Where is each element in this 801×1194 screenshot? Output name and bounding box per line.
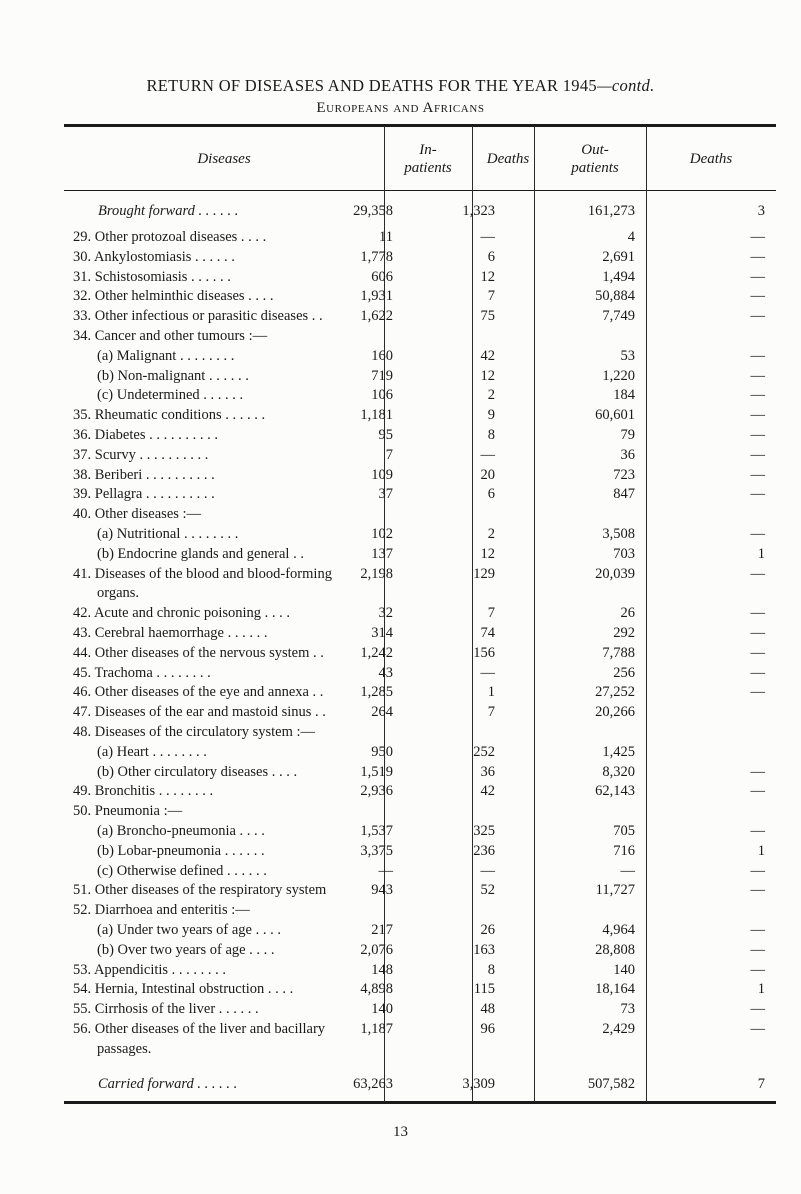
row-label: 41. Diseases of the blood and blood-forming [73, 566, 332, 582]
outpatient-deaths-cell: 7 [757, 1076, 765, 1092]
inpatient-deaths-cell: 42 [480, 783, 495, 799]
inpatient-deaths-cell: 325 [473, 823, 495, 839]
inpatient-deaths-cell: 129 [473, 566, 495, 582]
table-row [0, 326, 801, 347]
table-row [0, 682, 801, 703]
table-row [0, 346, 801, 367]
inpatients-cell: 217 [371, 922, 393, 938]
inpatients-cell: 1,931 [360, 288, 393, 304]
table-row [0, 306, 801, 327]
outpatients-cell: 50,884 [595, 288, 635, 304]
inpatients-cell: 43 [378, 665, 393, 681]
outpatient-deaths-cell: — [750, 645, 765, 661]
inpatient-deaths-cell: 12 [480, 368, 495, 384]
inpatients-cell: 137 [371, 546, 393, 562]
outpatients-cell: — [620, 863, 635, 879]
table-row [0, 603, 801, 624]
outpatients-cell: 184 [613, 387, 635, 403]
outpatients-cell: 60,601 [595, 407, 635, 423]
outpatients-cell: 36 [620, 447, 635, 463]
row-label: 43. Cerebral haemorrhage . . . . . . [73, 625, 268, 641]
outpatients-cell: 7,749 [602, 308, 635, 324]
inpatients-cell: 102 [371, 526, 393, 542]
row-label: 39. Pellagra . . . . . . . . . . [73, 486, 215, 502]
inpatient-deaths-cell: 1,323 [462, 203, 495, 219]
row-label: 45. Trachoma . . . . . . . . [73, 665, 211, 681]
column-header-outpatients-line1: Out- [581, 142, 609, 158]
inpatients-cell: 109 [371, 467, 393, 483]
row-label: 36. Diabetes . . . . . . . . . . [73, 427, 218, 443]
inpatients-cell: 37 [378, 486, 393, 502]
inpatient-deaths-cell: 12 [480, 546, 495, 562]
table-row [0, 702, 801, 723]
outpatients-cell: 847 [613, 486, 635, 502]
outpatient-deaths-cell: — [750, 625, 765, 641]
inpatient-deaths-cell: 7 [487, 288, 495, 304]
table-row [0, 762, 801, 783]
inpatients-cell: 1,622 [360, 308, 393, 324]
inpatient-deaths-cell: 12 [480, 269, 495, 285]
row-label: (a) Nutritional . . . . . . . . [97, 526, 239, 542]
table-header-rule [64, 190, 776, 191]
inpatient-deaths-cell: 74 [480, 625, 495, 641]
outpatients-cell: 53 [620, 348, 635, 364]
table-row [0, 425, 801, 446]
row-label: 47. Diseases of the ear and mastoid sinus . . [73, 704, 326, 720]
outpatient-deaths-cell: — [750, 288, 765, 304]
outpatient-deaths-cell: 1 [757, 843, 765, 859]
column-header-diseases: Diseases [197, 151, 251, 167]
column-header-outpatients-line2: patients [571, 160, 619, 176]
inpatient-deaths-cell: 163 [473, 942, 495, 958]
outpatients-cell: 703 [613, 546, 635, 562]
table-bottom-rule [64, 1101, 776, 1104]
outpatients-cell: 8,320 [602, 764, 635, 780]
inpatients-cell: 7 [385, 447, 393, 463]
inpatients-cell: 719 [371, 368, 393, 384]
table-row [0, 544, 801, 565]
row-label: 34. Cancer and other tumours :— [73, 328, 268, 344]
table-row [0, 524, 801, 545]
inpatients-cell: 1,181 [360, 407, 393, 423]
table-row [0, 1039, 801, 1060]
table-row [0, 247, 801, 268]
column-header-inpatients [384, 141, 472, 177]
outpatient-deaths-cell: — [750, 1001, 765, 1017]
inpatient-deaths-cell: 9 [487, 407, 495, 423]
outpatient-deaths-cell: — [750, 407, 765, 423]
table-row [0, 861, 801, 882]
inpatients-cell: 1,285 [360, 684, 393, 700]
outpatients-cell: 1,220 [602, 368, 635, 384]
inpatients-cell: 2,076 [360, 942, 393, 958]
table-row [0, 385, 801, 406]
outpatient-deaths-cell: — [750, 348, 765, 364]
outpatient-deaths-cell: — [750, 764, 765, 780]
outpatient-deaths-cell: — [750, 486, 765, 502]
outpatients-cell: 26 [620, 605, 635, 621]
table-row [0, 286, 801, 307]
table-row [0, 920, 801, 941]
outpatients-cell: 2,429 [602, 1021, 635, 1037]
column-header-deaths-out: Deaths [689, 151, 733, 167]
row-label: 50. Pneumonia :— [73, 803, 183, 819]
inpatient-deaths-cell: 26 [480, 922, 495, 938]
inpatient-deaths-cell: — [480, 863, 495, 879]
outpatient-deaths-cell: — [750, 942, 765, 958]
inpatients-cell: 2,936 [360, 783, 393, 799]
outpatient-deaths-cell: — [750, 427, 765, 443]
row-label: 38. Beriberi . . . . . . . . . . [73, 467, 215, 483]
inpatient-deaths-cell: 1 [487, 684, 495, 700]
outpatient-deaths-cell: — [750, 229, 765, 245]
row-label: (a) Heart . . . . . . . . [97, 744, 207, 760]
table-row [0, 201, 801, 222]
inpatient-deaths-cell: 236 [473, 843, 495, 859]
table-row [0, 623, 801, 644]
row-label: 37. Scurvy . . . . . . . . . . [73, 447, 209, 463]
outpatients-cell: 4 [627, 229, 635, 245]
table-row [0, 940, 801, 961]
inpatients-cell: 148 [371, 962, 393, 978]
row-label: 53. Appendicitis . . . . . . . . [73, 962, 227, 978]
row-label: (b) Endocrine glands and general . . [97, 546, 304, 562]
inpatient-deaths-cell: 115 [473, 981, 495, 997]
inpatients-cell: 1,242 [360, 645, 393, 661]
outpatient-deaths-cell: — [750, 863, 765, 879]
inpatient-deaths-cell: 75 [480, 308, 495, 324]
table-row [0, 979, 801, 1000]
outpatients-cell: 292 [613, 625, 635, 641]
inpatients-cell: 943 [371, 882, 393, 898]
outpatient-deaths-cell: — [750, 605, 765, 621]
table-row [0, 484, 801, 505]
outpatients-cell: 507,582 [587, 1076, 635, 1092]
outpatient-deaths-cell: — [750, 922, 765, 938]
inpatient-deaths-cell: 156 [473, 645, 495, 661]
page-number: 13 [393, 1124, 408, 1140]
table-row [0, 643, 801, 664]
inpatients-cell: 950 [371, 744, 393, 760]
outpatients-cell: 62,143 [595, 783, 635, 799]
outpatient-deaths-cell: 3 [757, 203, 765, 219]
inpatient-deaths-cell: 6 [487, 249, 495, 265]
row-label: 49. Bronchitis . . . . . . . . [73, 783, 214, 799]
table-row [0, 801, 801, 822]
row-label: (b) Other circulatory diseases . . . . [97, 764, 298, 780]
outpatients-cell: 79 [620, 427, 635, 443]
inpatient-deaths-cell: — [480, 665, 495, 681]
inpatient-deaths-cell: 2 [487, 526, 495, 542]
column-header-outpatients [544, 141, 646, 177]
inpatient-deaths-cell: 48 [480, 1001, 495, 1017]
inpatients-cell: 606 [371, 269, 393, 285]
table-row [0, 663, 801, 684]
table-row [0, 564, 801, 585]
outpatient-deaths-cell: — [750, 467, 765, 483]
outpatients-cell: 4,964 [602, 922, 635, 938]
outpatient-deaths-cell: — [750, 269, 765, 285]
outpatients-cell: 140 [613, 962, 635, 978]
table-top-rule [64, 124, 776, 127]
inpatients-cell: 11 [379, 229, 393, 245]
outpatient-deaths-cell: — [750, 249, 765, 265]
table-row [0, 366, 801, 387]
inpatient-deaths-cell: 36 [480, 764, 495, 780]
outpatients-cell: 705 [613, 823, 635, 839]
outpatient-deaths-cell: — [750, 783, 765, 799]
outpatients-cell: 73 [620, 1001, 635, 1017]
outpatients-cell: 28,808 [595, 942, 635, 958]
row-label: 55. Cirrhosis of the liver . . . . . . [73, 1001, 259, 1017]
row-label: 52. Diarrhoea and enteritis :— [73, 902, 250, 918]
table-row [0, 722, 801, 743]
outpatient-deaths-cell: — [750, 308, 765, 324]
inpatients-cell: 4,898 [360, 981, 393, 997]
outpatient-deaths-cell: — [750, 368, 765, 384]
title-text: RETURN OF DISEASES AND DEATHS FOR THE YEAR 1945 [146, 76, 597, 95]
table-row [0, 900, 801, 921]
table-row [0, 880, 801, 901]
outpatients-cell: 11,727 [595, 882, 635, 898]
table-row [0, 445, 801, 466]
column-header-inpatients-line1: In- [419, 142, 437, 158]
table-row [0, 1019, 801, 1040]
outpatient-deaths-cell: 1 [757, 546, 765, 562]
inpatient-deaths-cell: — [480, 447, 495, 463]
table-row [0, 465, 801, 486]
row-label: 51. Other diseases of the respiratory system [73, 882, 327, 898]
row-label: 46. Other diseases of the eye and annexa . . [73, 684, 324, 700]
outpatient-deaths-cell: — [750, 387, 765, 403]
outpatients-cell: 1,425 [602, 744, 635, 760]
outpatient-deaths-cell: — [750, 566, 765, 582]
outpatient-deaths-cell: — [750, 882, 765, 898]
outpatients-cell: 3,508 [602, 526, 635, 542]
row-label: (b) Lobar-pneumonia . . . . . . [97, 843, 265, 859]
table-row [0, 960, 801, 981]
inpatients-cell: 314 [371, 625, 393, 641]
outpatients-cell: 1,494 [602, 269, 635, 285]
inpatients-cell: 1,187 [360, 1021, 393, 1037]
inpatients-cell: 63,263 [353, 1076, 393, 1092]
table-row [0, 742, 801, 763]
row-label: 54. Hernia, Intestinal obstruction . . . . [73, 981, 294, 997]
row-label: 32. Other helminthic diseases . . . . [73, 288, 274, 304]
inpatient-deaths-cell: 7 [487, 605, 495, 621]
inpatients-cell: 1,537 [360, 823, 393, 839]
page-title [0, 76, 801, 96]
table-row [0, 999, 801, 1020]
inpatients-cell: 32 [378, 605, 393, 621]
table-row [0, 821, 801, 842]
outpatients-cell: 161,273 [587, 203, 635, 219]
table-row [0, 1074, 801, 1095]
inpatients-cell: 160 [371, 348, 393, 364]
outpatients-cell: 7,788 [602, 645, 635, 661]
inpatients-cell: 29,358 [353, 203, 393, 219]
row-label: Brought forward . . . . . . [98, 203, 239, 219]
row-label: 48. Diseases of the circulatory system :— [73, 724, 316, 740]
inpatients-cell: 1,778 [360, 249, 393, 265]
outpatients-cell: 20,266 [595, 704, 635, 720]
table-row [0, 583, 801, 604]
inpatients-cell: 3,375 [360, 843, 393, 859]
outpatient-deaths-cell: — [750, 823, 765, 839]
table-row [0, 781, 801, 802]
row-label: Carried forward . . . . . . [98, 1076, 238, 1092]
inpatient-deaths-cell: 7 [487, 704, 495, 720]
outpatient-deaths-cell: — [750, 526, 765, 542]
table-row [0, 405, 801, 426]
outpatient-deaths-cell: — [750, 665, 765, 681]
row-label: (a) Malignant . . . . . . . . [97, 348, 235, 364]
row-label: 31. Schistosomiasis . . . . . . [73, 269, 231, 285]
row-label: passages. [97, 1041, 152, 1057]
page-subtitle: Europeans and Africans [316, 100, 485, 116]
title-suffix: —contd. [596, 76, 655, 95]
outpatients-cell: 27,252 [595, 684, 635, 700]
inpatient-deaths-cell: 20 [480, 467, 495, 483]
row-label: 35. Rheumatic conditions . . . . . . [73, 407, 266, 423]
table-row [0, 267, 801, 288]
outpatient-deaths-cell: 1 [757, 981, 765, 997]
inpatients-cell: 1,519 [360, 764, 393, 780]
row-label: (c) Otherwise defined . . . . . . [97, 863, 267, 879]
row-label: 42. Acute and chronic poisoning . . . . [73, 605, 291, 621]
inpatient-deaths-cell: — [480, 229, 495, 245]
inpatients-cell: — [378, 863, 393, 879]
table-row [0, 227, 801, 248]
row-label: 40. Other diseases :— [73, 506, 202, 522]
inpatients-cell: 264 [371, 704, 393, 720]
inpatients-cell: 2,198 [360, 566, 393, 582]
outpatients-cell: 256 [613, 665, 635, 681]
inpatient-deaths-cell: 52 [480, 882, 495, 898]
inpatient-deaths-cell: 6 [487, 486, 495, 502]
outpatients-cell: 20,039 [595, 566, 635, 582]
inpatient-deaths-cell: 42 [480, 348, 495, 364]
inpatient-deaths-cell: 96 [480, 1021, 495, 1037]
inpatient-deaths-cell: 3,309 [462, 1076, 495, 1092]
inpatients-cell: 95 [378, 427, 393, 443]
outpatient-deaths-cell: — [750, 1021, 765, 1037]
inpatient-deaths-cell: 8 [487, 962, 495, 978]
column-header-inpatients-line2: patients [404, 160, 452, 176]
inpatient-deaths-cell: 252 [473, 744, 495, 760]
outpatients-cell: 716 [613, 843, 635, 859]
row-label: (c) Undetermined . . . . . . [97, 387, 244, 403]
outpatients-cell: 2,691 [602, 249, 635, 265]
inpatients-cell: 140 [371, 1001, 393, 1017]
row-label: (b) Non-malignant . . . . . . [97, 368, 249, 384]
outpatients-cell: 18,164 [595, 981, 635, 997]
row-label: (a) Under two years of age . . . . [97, 922, 281, 938]
column-header-deaths-in: Deaths [486, 151, 530, 167]
row-label: 44. Other diseases of the nervous system . . [73, 645, 324, 661]
outpatient-deaths-cell: — [750, 962, 765, 978]
inpatient-deaths-cell: 2 [487, 387, 495, 403]
outpatient-deaths-cell: — [750, 684, 765, 700]
table-row [0, 504, 801, 525]
row-label: 29. Other protozoal diseases . . . . [73, 229, 267, 245]
inpatient-deaths-cell: 8 [487, 427, 495, 443]
outpatient-deaths-cell: — [750, 447, 765, 463]
inpatients-cell: 106 [371, 387, 393, 403]
table-row [0, 841, 801, 862]
row-label: (b) Over two years of age . . . . [97, 942, 275, 958]
row-label: 30. Ankylostomiasis . . . . . . [73, 249, 235, 265]
row-label: organs. [97, 585, 140, 601]
row-label: 33. Other infectious or parasitic diseases . . [73, 308, 323, 324]
outpatients-cell: 723 [613, 467, 635, 483]
row-label: (a) Broncho-pneumonia . . . . [97, 823, 265, 839]
row-label: 56. Other diseases of the liver and bacillary [73, 1021, 326, 1037]
